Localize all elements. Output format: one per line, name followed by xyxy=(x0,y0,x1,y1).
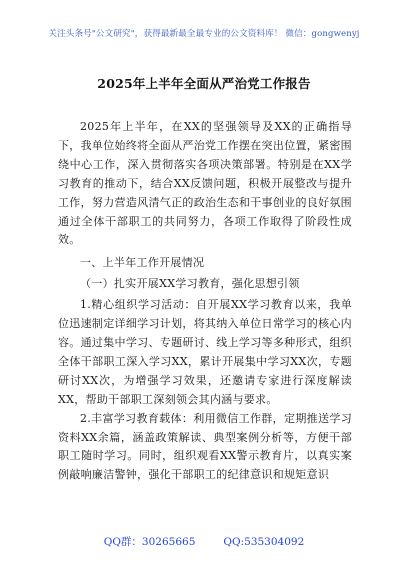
body-paragraph: 1.精心组织学习活动：自开展XX学习教育以来，我单位迅速制定详细学习计划，将其纳入单位日常学习的核心内容。通过集中学习、专题研讨、线上学习等多种形式，组织全体干部职工深入学习XX，累计开展集中学习XX次，专题研讨XX次，为增强学习效果，还邀请专家进行深度解读XX，帮助干部职工深刻领会其内涵与要求。 xyxy=(58,298,352,406)
header-banner: 关注头条号"公文研究"，获得最新最全最专业的公文资料库！ 微信：gongwenyj xyxy=(48,29,360,39)
intro-paragraph: 2025年上半年，在XX的坚强领导及XX的正确指导下，我单位始终将全面从严治党工作摆在突出位置，紧密围绕中心工作，深入贯彻落实各项决策部署。特别是在XX学习教育的推动下，结合XX反馈问题，积极开展整改与提升工作，努力营造风清气正的政治生态和干事创业的良好氛围通过全体干部职工的共同努力，各项工作取得了阶段性成效。 xyxy=(58,120,352,247)
footer-contact xyxy=(0,534,408,549)
footer-qq: QQ:535304092 xyxy=(223,536,305,548)
document-body xyxy=(58,118,352,485)
subsection-heading: （一）扎实开展XX学习教育，强化思想引领 xyxy=(80,277,300,291)
body-paragraph: 2.丰富学习教育载体：利用微信工作群，定期推送学习资料XX余篇，涵盖政策解读、典型案例分析等，方便干部职工随时学习。同时，组织观看XX警示教育片，以真实案例敲响廉洁警钟，强化干部职工的纪律意识和规矩意识 xyxy=(58,411,352,482)
document-title: 2025年上半年全面从严治党工作报告 xyxy=(97,76,311,91)
section-heading: 一、上半年工作开展情况 xyxy=(80,256,205,270)
footer-qq-group: QQ群：30265665 xyxy=(103,536,196,548)
